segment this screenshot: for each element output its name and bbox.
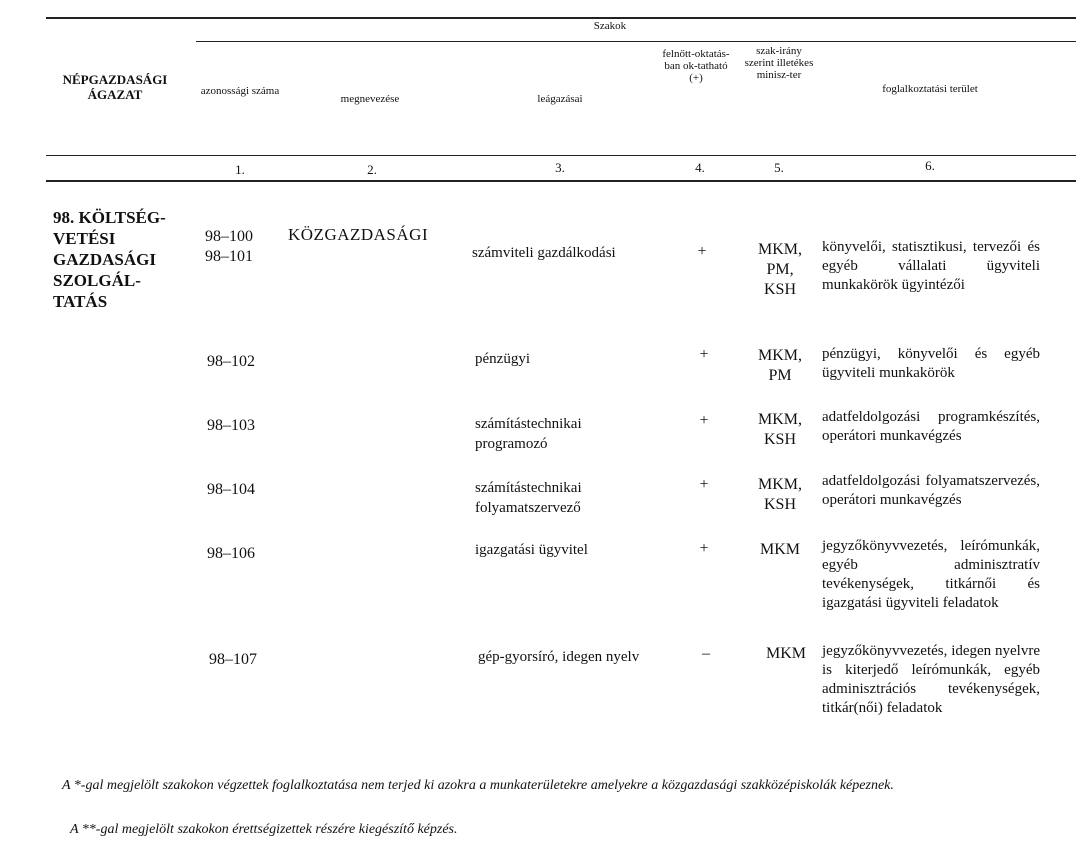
col-id-heading: azonossági száma xyxy=(200,85,280,97)
col-adult-heading: felnőtt-oktatás-ban ok-tatható (+) xyxy=(662,48,730,84)
row-3-field: adatfeldolgozási programkészítés, operátori munkavégzés xyxy=(822,409,1040,444)
main-codes: 98–100 98–101 xyxy=(205,228,253,265)
row-5-code: 98–106 xyxy=(207,545,255,562)
row-5-adult: + xyxy=(699,540,709,557)
header-bottom-rule xyxy=(46,155,1076,156)
row-6-field: jegyzőkönyvvezetés, idegen nyelvre is kiterjedő leírómunkák, egyéb adminisztrációs tevékenységek, titkár(női) feladatok xyxy=(822,643,1040,716)
col-number-4: 4. xyxy=(695,160,705,175)
row-4-adult: + xyxy=(699,476,709,493)
szakok-rule xyxy=(196,41,1076,42)
row-1-minister: MKM, PM, KSH xyxy=(757,241,802,298)
row-4-branch: számítástechnikai folyamatszervező xyxy=(475,480,582,516)
row-6-code: 98–107 xyxy=(209,651,257,668)
row-4-code: 98–104 xyxy=(207,481,255,498)
row-1-field: könyvelői, statisztikusi, tervezői és egyéb vállalati ügyviteli munkakörök ügyintézői xyxy=(822,239,1040,293)
footnote-2: A **-gal megjelölt szakokon érettségizettek részére kiegészítő képzés. xyxy=(70,822,458,837)
row-6-branch: gép-gyorsíró, idegen nyelv xyxy=(478,649,640,665)
row-1-adult: + xyxy=(697,243,707,260)
col-field-heading: foglalkoztatási terület xyxy=(882,83,978,95)
col-branch-heading: leágazásai xyxy=(537,93,583,105)
row-5-branch: igazgatási ügyvitel xyxy=(475,542,588,558)
row-2-minister: MKM, PM xyxy=(757,347,802,384)
row-2-adult: + xyxy=(699,346,709,363)
row-3-code: 98–103 xyxy=(207,417,255,434)
col-number-1: 1. xyxy=(235,162,245,177)
sector-label: 98. KÖLTSÉG-VETÉSI GAZDASÁGI SZOLGÁL-TATÁS xyxy=(53,208,166,311)
top-rule xyxy=(46,17,1076,19)
footnote-1: A *-gal megjelölt szakokon végzettek foglalkoztatása nem terjed ki azokra a munkaterületekre amelyekre a közgazdasági szakközépiskolák képeznek. xyxy=(62,778,894,793)
row-5-field: jegyzőkönyvvezetés, leírómunkák, egyéb adminisztratív tevékenységek, titkárnői és igazgatási ügyviteli feladatok xyxy=(822,538,1040,611)
row-1-branch: számviteli gazdálkodási xyxy=(472,245,616,261)
row-3-minister: MKM, KSH xyxy=(757,411,802,448)
sector-heading: NÉPGAZDASÁGI ÁGAZAT xyxy=(62,72,168,102)
szakok-heading: Szakok xyxy=(593,20,627,32)
col-number-2: 2. xyxy=(367,162,377,177)
row-5-minister: MKM xyxy=(759,541,800,558)
main-name: KÖZGAZDASÁGI xyxy=(288,225,429,244)
row-2-branch: pénzügyi xyxy=(475,351,530,367)
row-2-field: pénzügyi, könyvelői és egyéb ügyviteli munkakörök xyxy=(822,346,1040,381)
col-number-3: 3. xyxy=(555,160,565,175)
col-number-6: 6. xyxy=(925,158,935,173)
row-3-branch: számítástechnikai programozó xyxy=(475,416,582,452)
row-2-code: 98–102 xyxy=(207,353,255,370)
row-6-minister: MKM xyxy=(765,645,806,662)
row-3-adult: + xyxy=(699,412,709,429)
col-name-heading: megnevezése xyxy=(340,93,400,105)
col-minister-heading: szak-irány szerint illetékes minisz-ter xyxy=(744,45,814,81)
row-4-field: adatfeldolgozási folyamatszervezés, operátori munkavégzés xyxy=(822,473,1040,508)
row-4-minister: MKM, KSH xyxy=(757,476,802,513)
colnum-bottom-rule xyxy=(46,180,1076,182)
col-number-5: 5. xyxy=(774,160,784,175)
row-6-adult: – xyxy=(702,645,710,662)
